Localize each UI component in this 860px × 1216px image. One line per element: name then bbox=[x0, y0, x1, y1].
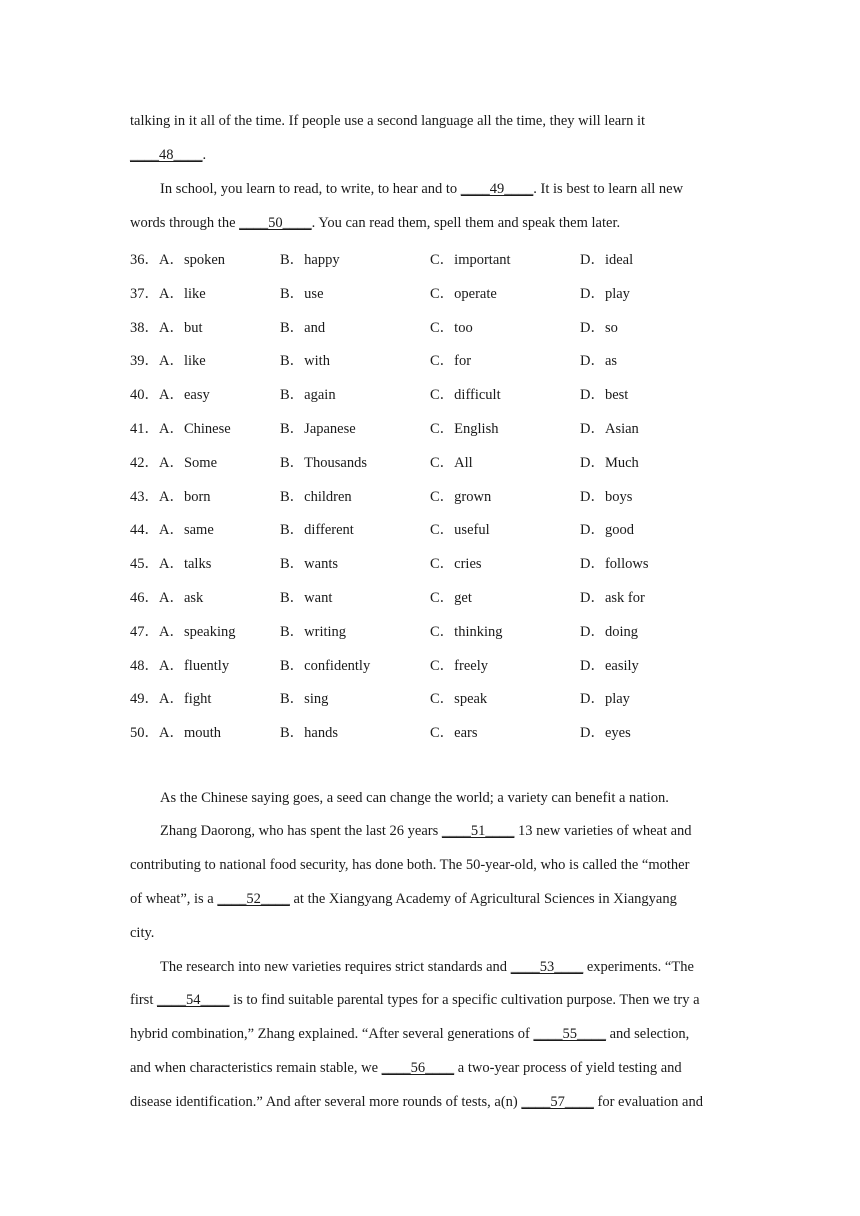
option-a bbox=[130, 721, 221, 742]
option-a-text: A．mouth bbox=[159, 725, 222, 742]
option-b: B．confidently bbox=[280, 657, 371, 674]
option-d: D．as bbox=[580, 353, 618, 370]
option-b: B．wants bbox=[280, 556, 338, 573]
option-a bbox=[130, 654, 229, 675]
option-b: B．children bbox=[280, 488, 352, 505]
option-d: D．eyes bbox=[580, 725, 631, 742]
option-a bbox=[130, 248, 225, 269]
option-row bbox=[130, 248, 750, 282]
option-d: D．ideal bbox=[580, 252, 634, 268]
passage2-line1: As the Chinese saying goes, a seed can change the world; a variety can benefit a nation. bbox=[160, 790, 669, 806]
question-number: 47． bbox=[130, 623, 159, 640]
option-a bbox=[130, 620, 236, 641]
options-list bbox=[130, 248, 750, 755]
blank-49: ____49____ bbox=[460, 181, 534, 197]
option-a-text: A．like bbox=[159, 285, 206, 302]
option-c: C．operate bbox=[430, 285, 497, 302]
option-a bbox=[130, 518, 214, 539]
option-a bbox=[130, 349, 206, 370]
option-a-text: A．like bbox=[159, 353, 206, 370]
option-a-text: A．spoken bbox=[159, 252, 226, 268]
option-row bbox=[130, 282, 750, 316]
option-row bbox=[130, 417, 750, 451]
option-b: B．use bbox=[280, 285, 324, 302]
blank-53: ____53____ bbox=[510, 959, 584, 975]
passage2-line8: hybrid combination,” Zhang explained. “After several generations of ____55____ and selection, bbox=[130, 1026, 690, 1042]
option-row bbox=[130, 451, 750, 485]
option-d: D．Much bbox=[580, 454, 639, 471]
blank-51: ____51____ bbox=[441, 823, 515, 839]
option-d: D．Asian bbox=[580, 420, 639, 437]
option-a-text: A．talks bbox=[159, 556, 212, 573]
option-b: B．different bbox=[280, 522, 354, 539]
option-row bbox=[130, 316, 750, 350]
passage1-line1: talking in it all of the time. If people use a second language all the time, they will learn it bbox=[130, 113, 645, 129]
blank-57: ____57____ bbox=[521, 1094, 594, 1110]
option-c: C．All bbox=[430, 454, 473, 471]
option-d: D．easily bbox=[580, 657, 639, 674]
option-a-text: A．born bbox=[159, 488, 211, 505]
question-number: 42． bbox=[130, 454, 159, 471]
option-b: B．Thousands bbox=[280, 454, 367, 471]
option-b: B．again bbox=[280, 387, 336, 404]
option-a bbox=[130, 451, 217, 472]
option-a bbox=[130, 383, 210, 404]
option-c: C．thinking bbox=[430, 623, 503, 640]
passage2-line5: city. bbox=[130, 925, 155, 941]
passage2-line4: of wheat”, is a ____52____ at the Xiangyang Academy of Agricultural Sciences in Xiangyang bbox=[130, 891, 677, 907]
question-number: 49． bbox=[130, 691, 159, 708]
option-b: B．happy bbox=[280, 252, 340, 268]
blank-50: ____50____ bbox=[239, 215, 312, 231]
option-a-text: A．fight bbox=[159, 691, 212, 708]
passage2-line3: contributing to national food security, has done both. The 50-year-old, who is called the “mother bbox=[130, 857, 690, 873]
option-a bbox=[130, 586, 203, 607]
option-c: C．English bbox=[430, 420, 499, 437]
passage2-line6: The research into new varieties requires strict standards and ____53____ experiments. “The bbox=[160, 959, 694, 975]
option-a-text: A．but bbox=[159, 319, 203, 336]
option-a bbox=[130, 552, 211, 573]
option-a-text: A．Some bbox=[159, 454, 217, 471]
passage2-line7: first ____54____ is to find suitable parental types for a specific cultivation purpose. Then we try a bbox=[130, 992, 700, 1008]
passage1-line3: In school, you learn to read, to write, to hear and to ____49____. It is best to learn all new bbox=[160, 181, 684, 197]
option-b: B．with bbox=[280, 353, 330, 370]
question-number: 48． bbox=[130, 657, 159, 674]
option-a-text: A．easy bbox=[159, 387, 210, 404]
option-a bbox=[130, 316, 203, 337]
option-row bbox=[130, 485, 750, 519]
question-number: 36． bbox=[130, 252, 159, 268]
option-d: D．doing bbox=[580, 623, 638, 640]
option-b: B．hands bbox=[280, 725, 338, 742]
option-a bbox=[130, 417, 231, 438]
option-a-text: A．fluently bbox=[159, 657, 230, 674]
option-c: C．useful bbox=[430, 522, 490, 539]
option-c: C．grown bbox=[430, 488, 492, 505]
passage1-line2: ____48____. bbox=[130, 147, 207, 163]
option-b: B．Japanese bbox=[280, 420, 356, 437]
option-a-text: A．ask bbox=[159, 589, 204, 606]
question-number: 50． bbox=[130, 725, 159, 742]
option-c: C．important bbox=[430, 252, 511, 268]
option-d: D．ask for bbox=[580, 589, 645, 606]
blank-52: ____52____ bbox=[217, 891, 290, 907]
option-b: B．and bbox=[280, 319, 326, 336]
option-c: C．too bbox=[430, 319, 473, 336]
blank-55: ____55____ bbox=[533, 1026, 606, 1042]
question-number: 46． bbox=[130, 589, 159, 606]
option-b: B．want bbox=[280, 589, 333, 606]
option-a bbox=[130, 282, 206, 303]
option-row bbox=[130, 721, 750, 755]
option-a bbox=[130, 687, 211, 708]
option-c: C．freely bbox=[430, 657, 488, 674]
passage2-line2: Zhang Daorong, who has spent the last 26 years ____51____ 13 new varieties of wheat and bbox=[160, 823, 692, 839]
option-c: C．ears bbox=[430, 725, 478, 742]
option-c: C．cries bbox=[430, 556, 482, 573]
option-row bbox=[130, 552, 750, 586]
question-number: 43． bbox=[130, 488, 159, 505]
option-b: B．sing bbox=[280, 691, 329, 708]
option-a-text: A．same bbox=[159, 522, 214, 539]
option-row bbox=[130, 620, 750, 654]
blank-54: ____54____ bbox=[156, 992, 230, 1008]
option-d: D．good bbox=[580, 522, 634, 539]
option-d: D．so bbox=[580, 319, 618, 336]
question-number: 44． bbox=[130, 522, 159, 539]
blank-56: ____56____ bbox=[381, 1060, 455, 1076]
passage2-line10: disease identification.” And after several more rounds of tests, a(n) ____57____ for evaluation and bbox=[130, 1094, 703, 1110]
question-number: 37． bbox=[130, 285, 159, 302]
question-number: 39． bbox=[130, 353, 159, 370]
option-c: C．for bbox=[430, 353, 472, 370]
question-number: 41． bbox=[130, 420, 159, 437]
option-d: D．follows bbox=[580, 556, 649, 573]
option-row bbox=[130, 586, 750, 620]
option-row bbox=[130, 383, 750, 417]
passage2-line9: and when characteristics remain stable, we ____56____ a two-year process of yield testing and bbox=[130, 1060, 682, 1076]
option-a-text: A．Chinese bbox=[159, 420, 231, 437]
passage1-line4: words through the ____50____. You can read them, spell them and speak them later. bbox=[130, 215, 621, 231]
option-c: C．speak bbox=[430, 691, 488, 708]
option-a bbox=[130, 485, 211, 506]
option-row bbox=[130, 654, 750, 688]
option-row bbox=[130, 349, 750, 383]
option-a-text: A．speaking bbox=[159, 623, 236, 640]
option-d: D．boys bbox=[580, 488, 633, 505]
option-row bbox=[130, 687, 750, 721]
question-number: 45． bbox=[130, 556, 159, 573]
question-number: 38． bbox=[130, 319, 159, 336]
option-b: B．writing bbox=[280, 623, 347, 640]
option-d: D．play bbox=[580, 691, 630, 708]
blank-48: ____48____ bbox=[130, 147, 203, 163]
option-c: C．get bbox=[430, 589, 472, 606]
question-number: 40． bbox=[130, 387, 159, 404]
option-d: D．play bbox=[580, 285, 630, 302]
option-d: D．best bbox=[580, 387, 629, 404]
option-row bbox=[130, 518, 750, 552]
option-c: C．difficult bbox=[430, 387, 501, 404]
